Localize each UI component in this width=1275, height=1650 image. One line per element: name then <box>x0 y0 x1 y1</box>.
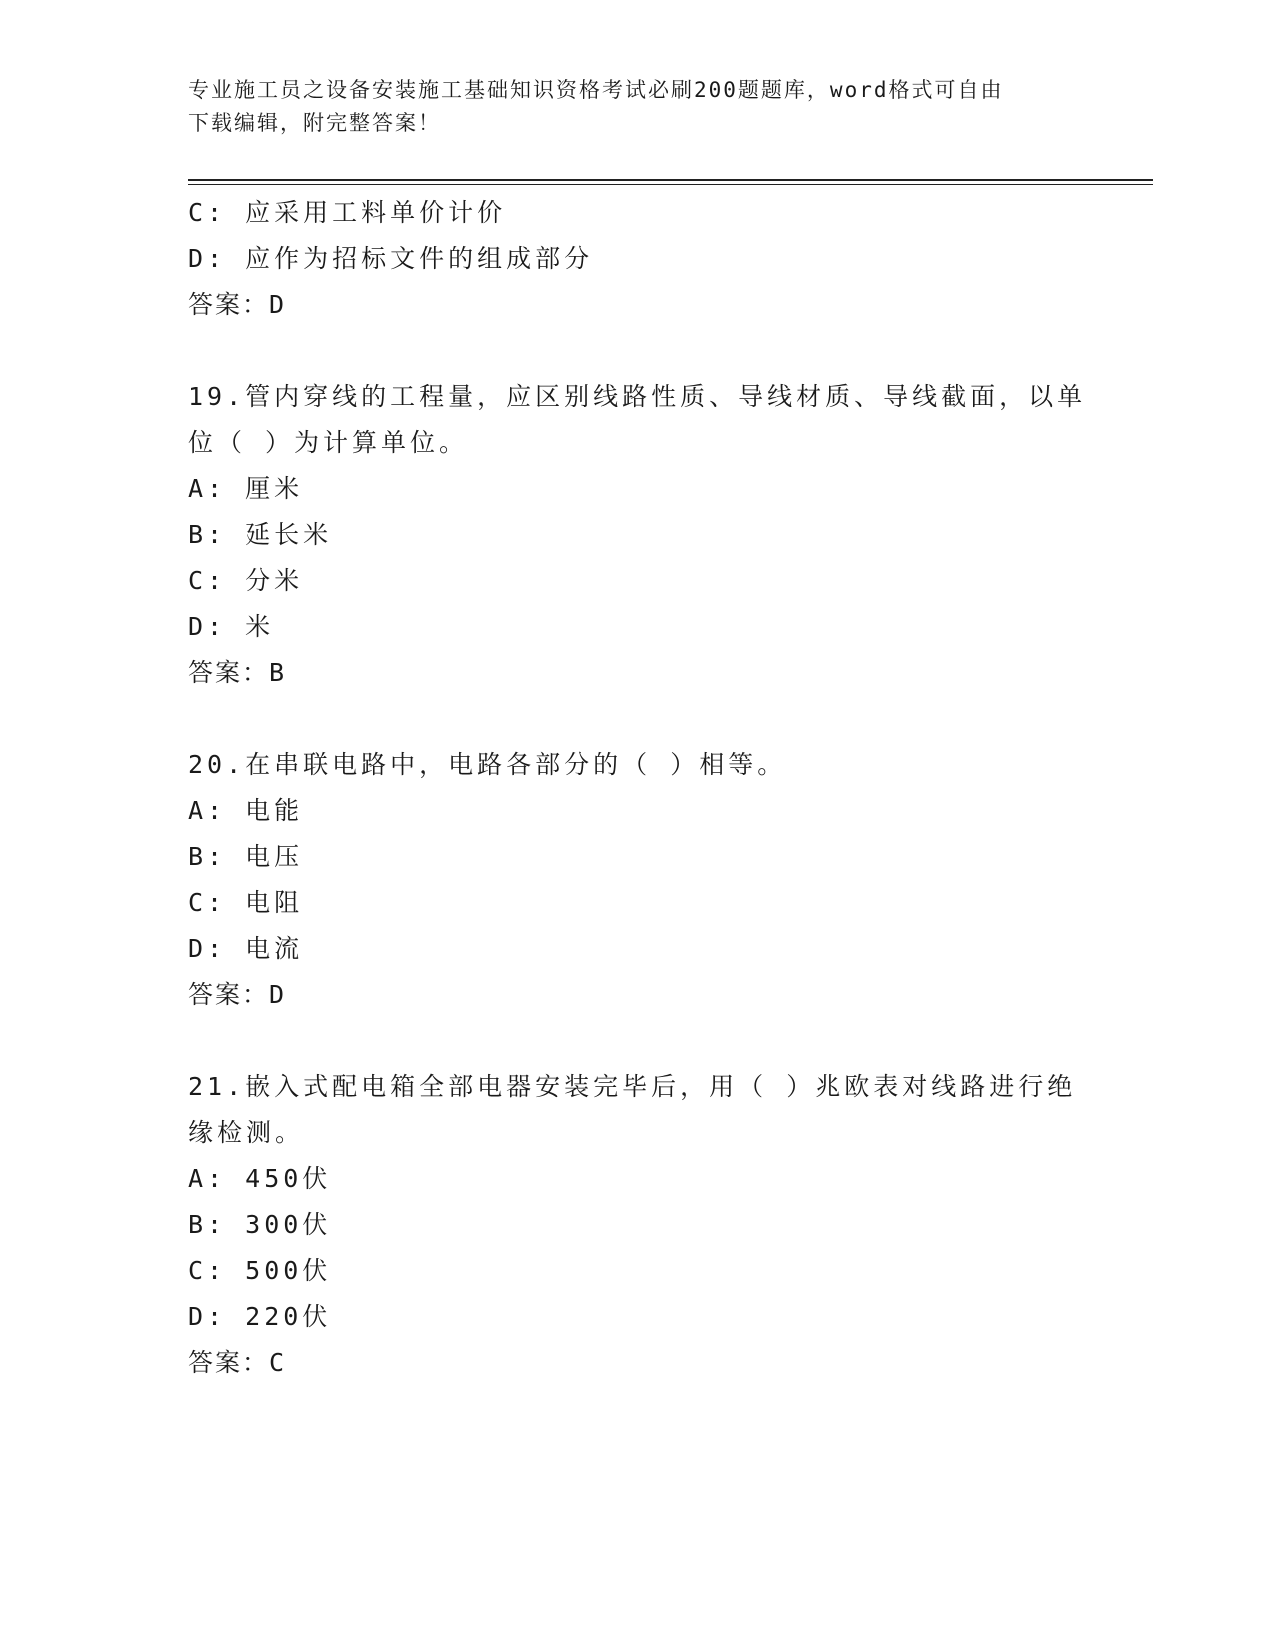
option-d: D: 应作为招标文件的组成部分 <box>188 244 594 273</box>
question-stem: 21.嵌入式配电箱全部电器安装完毕后，用（ ）兆欧表对线路进行绝 <box>188 1072 1077 1101</box>
question-20 <box>188 742 1088 1018</box>
question-21 <box>188 1064 1088 1386</box>
answer-line <box>188 282 1088 328</box>
answer-value: D <box>269 290 286 319</box>
option-c: C: 电阻 <box>188 888 304 917</box>
option-b: B: 延长米 <box>188 520 333 549</box>
document-header <box>188 74 1088 140</box>
answer-line <box>188 972 1088 1018</box>
option-d: D: 电流 <box>188 934 304 963</box>
option-b: B: 电压 <box>188 842 304 871</box>
question-18-continued <box>188 190 1088 328</box>
option-a: A: 厘米 <box>188 474 304 503</box>
option-a: A: 电能 <box>188 796 304 825</box>
answer-line <box>188 1340 1088 1386</box>
answer-label: 答案： <box>188 658 270 687</box>
answer-label: 答案： <box>188 1348 270 1377</box>
question-list <box>188 190 1088 1386</box>
option-d: D: 米 <box>188 612 275 641</box>
option-b: B: 300伏 <box>188 1210 332 1239</box>
header-title-line2: 下载编辑，附完整答案！ <box>188 111 441 135</box>
question-stem-continued: 位（ ）为计算单位。 <box>188 428 469 457</box>
header-title-line1: 专业施工员之设备安装施工基础知识资格考试必刷200题题库，word格式可自由 <box>188 78 1004 102</box>
option-c: C: 500伏 <box>188 1256 332 1285</box>
answer-label: 答案： <box>188 980 270 1009</box>
question-stem: 19.管内穿线的工程量，应区别线路性质、导线材质、导线截面，以单 <box>188 382 1087 411</box>
spacer <box>188 328 1088 374</box>
option-c: C: 分米 <box>188 566 304 595</box>
question-stem-continued: 缘检测。 <box>188 1118 305 1147</box>
answer-label: 答案： <box>188 290 270 319</box>
option-a: A: 450伏 <box>188 1164 332 1193</box>
answer-value: D <box>269 980 286 1009</box>
answer-value: C <box>269 1348 286 1377</box>
header-divider-thin <box>188 184 1153 185</box>
spacer <box>188 1018 1088 1064</box>
answer-line <box>188 650 1088 696</box>
header-divider-thick <box>188 179 1153 181</box>
option-d: D: 220伏 <box>188 1302 332 1331</box>
question-19 <box>188 374 1088 696</box>
option-c: C: 应采用工料单价计价 <box>188 198 507 227</box>
question-stem: 20.在串联电路中，电路各部分的（ ）相等。 <box>188 750 787 779</box>
answer-value: B <box>269 658 286 687</box>
spacer <box>188 696 1088 742</box>
